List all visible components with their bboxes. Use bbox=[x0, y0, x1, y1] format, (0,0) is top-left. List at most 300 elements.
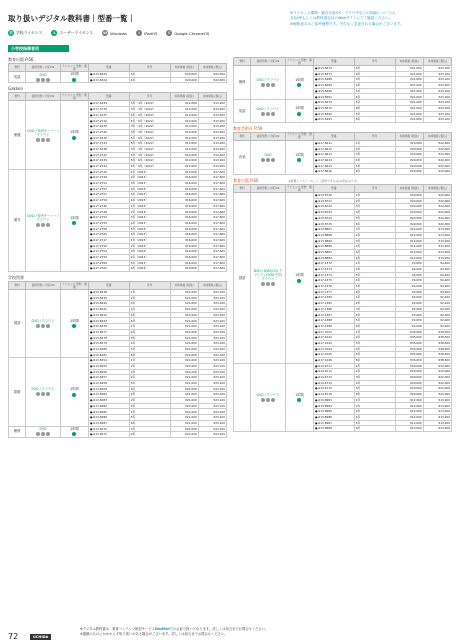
grade-cell: 6年 bbox=[129, 386, 170, 392]
grade-cell: 4年（2023） bbox=[129, 254, 170, 260]
price-in-cell: ¥22,000 bbox=[423, 221, 451, 227]
grade-cell: 2年 bbox=[129, 329, 170, 335]
price-in-cell: ¥22,000 bbox=[423, 375, 451, 381]
grade-cell: 3年・4年（2022） bbox=[129, 129, 170, 135]
price-ex-cell: ¥2,000 bbox=[395, 301, 423, 307]
price-in-cell: ¥17,600 bbox=[198, 192, 226, 198]
price-ex-cell: ¥12,000 bbox=[395, 255, 423, 261]
code-cell: ●-613-8471 bbox=[88, 432, 129, 438]
price-in-cell: ¥23,100 bbox=[423, 88, 451, 94]
license-cell bbox=[285, 100, 313, 123]
price-ex-cell: ¥12,000 bbox=[170, 112, 198, 118]
price-ex-cell: ¥2,000 bbox=[395, 306, 423, 312]
price-ex-cell: ¥2,000 bbox=[395, 295, 423, 301]
license-cell bbox=[60, 169, 88, 271]
table-header-row bbox=[9, 64, 227, 72]
code-cell: ●-617-2756 bbox=[88, 254, 129, 260]
price-in-cell: ¥23,100 bbox=[198, 358, 226, 364]
column-header: 型番 bbox=[88, 64, 129, 72]
price-ex-cell: ¥2,000 bbox=[395, 312, 423, 318]
code-cell: ●-617-2745 bbox=[88, 169, 129, 175]
code-cell: ●-613-8458 bbox=[88, 381, 129, 387]
code-cell: ●-617-6615 bbox=[313, 163, 354, 169]
code-cell: ●-613-8441 bbox=[88, 307, 129, 313]
code-cell: ●-617-6616 bbox=[313, 169, 354, 175]
os-badges bbox=[252, 158, 284, 162]
ipados-icon bbox=[266, 83, 270, 87]
price-in-cell: ¥13,200 bbox=[423, 409, 451, 415]
price-ex-cell: ¥21,000 bbox=[170, 329, 198, 335]
code-cell: ●-613-8480 bbox=[88, 346, 129, 352]
column-header: 教科 bbox=[234, 58, 251, 66]
column-header: 本体価格 (税抜) bbox=[170, 282, 198, 290]
grade-cell: 6年 bbox=[354, 255, 395, 261]
code-cell: ●-617-2747 bbox=[88, 237, 129, 243]
grade-cell: 5年 bbox=[354, 215, 395, 221]
code-cell: ●-614-6715 bbox=[313, 386, 354, 392]
code-cell: ●-617-1635 bbox=[88, 124, 129, 130]
price-ex-cell: ¥12,000 bbox=[170, 158, 198, 164]
windows-icon bbox=[261, 112, 265, 116]
price-in-cell: ¥38,500 bbox=[423, 357, 451, 363]
footer-note-text: ※デジタル教科書は、教育コンテンツ配信サービス bbox=[80, 627, 155, 631]
price-ex-cell: ¥12,000 bbox=[395, 420, 423, 426]
column-header: 提供形態 / 対応OS bbox=[26, 93, 61, 101]
grade-cell: 5年・6年（2022） bbox=[129, 163, 170, 169]
code-cell: ●-613-8459 bbox=[88, 386, 129, 392]
legend-label: 学校ライセンス bbox=[16, 30, 43, 35]
grade-cell: 1年 bbox=[354, 227, 395, 233]
price-ex-cell: ¥16,000 bbox=[170, 243, 198, 249]
code-cell: ●-617-2758 bbox=[88, 226, 129, 232]
price-ex-cell: ¥20,000 bbox=[170, 77, 198, 83]
price-ex-cell: ¥16,000 bbox=[170, 192, 198, 198]
price-ex-cell: ¥20,000 bbox=[395, 210, 423, 216]
price-in-cell: ¥23,100 bbox=[198, 346, 226, 352]
license-label: 1年間 bbox=[70, 215, 79, 220]
code-cell: ●-617-2743 bbox=[88, 141, 129, 147]
price-in-cell: ¥22,000 bbox=[198, 72, 226, 78]
code-cell: ●-613-8424 bbox=[88, 77, 129, 83]
price-in-cell: ¥17,600 bbox=[198, 232, 226, 238]
publisher-block bbox=[233, 57, 452, 123]
grade-cell: 6年 bbox=[354, 105, 395, 111]
subject-cell: 算数 bbox=[9, 358, 26, 426]
license-cell bbox=[285, 193, 313, 364]
code-cell: ●-613-8882 bbox=[313, 255, 354, 261]
grade-cell: 3年 bbox=[354, 152, 395, 158]
price-in-cell: ¥23,100 bbox=[198, 335, 226, 341]
price-in-cell: ¥22,000 bbox=[423, 392, 451, 398]
price-ex-cell: ¥21,000 bbox=[170, 420, 198, 426]
price-in-cell: ¥22,000 bbox=[423, 204, 451, 210]
price-ex-cell: ¥35,000 bbox=[395, 346, 423, 352]
price-in-cell: ¥22,000 bbox=[423, 380, 451, 386]
column-header: 提供形態 / 対応OS bbox=[26, 64, 61, 72]
grade-cell: 2年 bbox=[129, 295, 170, 301]
column-header: 本体価格 (税抜) bbox=[170, 64, 198, 72]
price-ex-cell: ¥21,000 bbox=[170, 415, 198, 421]
grade-cell: 5年 bbox=[354, 163, 395, 169]
chromeos-icon bbox=[271, 112, 275, 116]
school-license-icon bbox=[72, 221, 76, 225]
grade-cell: 3年 bbox=[129, 426, 170, 432]
grade-cell: 5年 bbox=[354, 88, 395, 94]
ipados-icon: i bbox=[136, 30, 142, 36]
grade-cell: 6年 bbox=[354, 94, 395, 100]
product-table bbox=[8, 92, 227, 272]
page-footer bbox=[0, 612, 462, 644]
grade-cell: 2年 bbox=[354, 146, 395, 152]
price-in-cell: ¥17,600 bbox=[198, 215, 226, 221]
price-in-cell: ¥23,100 bbox=[198, 375, 226, 381]
code-cell: ●-617-1639 bbox=[88, 158, 129, 164]
price-in-cell: ¥23,100 bbox=[198, 398, 226, 404]
price-ex-cell: ¥12,000 bbox=[170, 152, 198, 158]
media-cell bbox=[251, 193, 286, 364]
price-ex-cell: ¥12,000 bbox=[395, 414, 423, 420]
license-label: 1年間 bbox=[70, 72, 79, 77]
price-ex-cell: ¥12,000 bbox=[395, 232, 423, 238]
code-cell: ●-613-8472 bbox=[313, 66, 354, 72]
user-license-icon: ユ bbox=[52, 31, 56, 35]
grade-cell: 3年・4年（2022） bbox=[129, 107, 170, 113]
grade-cell: 6年 bbox=[129, 420, 170, 426]
price-in-cell: ¥23,100 bbox=[198, 324, 226, 330]
license-badges bbox=[62, 393, 87, 397]
grade-cell: 4年 bbox=[354, 380, 395, 386]
ipados-icon bbox=[41, 324, 45, 328]
code-cell: ●-613-8475 bbox=[313, 105, 354, 111]
license-badges bbox=[287, 83, 312, 87]
school-license-icon bbox=[297, 279, 301, 283]
grade-cell: 1年 bbox=[354, 363, 395, 369]
code-cell: ●-617-2749 bbox=[88, 175, 129, 181]
price-ex-cell: ¥20,000 bbox=[395, 140, 423, 146]
chromeos-icon bbox=[271, 83, 275, 87]
price-in-cell: ¥13,200 bbox=[423, 227, 451, 233]
price-ex-cell: ¥20,000 bbox=[170, 72, 198, 78]
price-in-cell: ¥13,200 bbox=[423, 232, 451, 238]
left-column bbox=[8, 57, 227, 441]
column-header: ライセンス 形態・期間 bbox=[61, 281, 87, 289]
legend-label: iPadOS bbox=[144, 30, 158, 36]
grade-cell: 2年 bbox=[129, 363, 170, 369]
os-badges bbox=[252, 282, 284, 286]
license-label: 1年間 bbox=[295, 152, 304, 157]
column-header: ライセンス 形態・期間 bbox=[286, 57, 312, 65]
price-ex-cell: ¥20,000 bbox=[395, 169, 423, 175]
price-ex-cell: ¥21,000 bbox=[170, 307, 198, 313]
price-in-cell: ¥23,100 bbox=[198, 363, 226, 369]
license-label: 1年間 bbox=[70, 318, 79, 323]
code-cell: ●-617-1372 bbox=[313, 261, 354, 267]
windows-icon bbox=[36, 138, 40, 142]
code-cell: ●-617-1634 bbox=[88, 101, 129, 107]
code-cell: ●-617-1389 bbox=[313, 323, 354, 329]
product-table bbox=[233, 132, 452, 175]
grade-cell: 4年 bbox=[354, 312, 395, 318]
license-badges bbox=[287, 398, 312, 402]
license-cell bbox=[285, 66, 313, 100]
price-in-cell: ¥4,400 bbox=[423, 266, 451, 272]
grade-cell: 5年・6年（2022） bbox=[129, 118, 170, 124]
os-badges bbox=[27, 223, 59, 227]
publisher-name: 教育出版 P.56 bbox=[8, 57, 34, 62]
column-header: ライセンス 形態・期間 bbox=[286, 184, 312, 192]
price-ex-cell: ¥12,000 bbox=[170, 107, 198, 113]
code-cell: ●-613-8489 bbox=[313, 83, 354, 89]
code-cell: ●-613-8984 bbox=[313, 403, 354, 409]
subject-cell: 国語 bbox=[9, 290, 26, 358]
column-header: 型番 bbox=[313, 132, 354, 140]
price-in-cell: ¥13,200 bbox=[198, 135, 226, 141]
price-in-cell: ¥17,600 bbox=[198, 175, 226, 181]
price-ex-cell: ¥21,000 bbox=[395, 77, 423, 83]
grade-cell: 5年 bbox=[354, 318, 395, 324]
license-cell bbox=[285, 140, 313, 174]
price-in-cell: ¥17,600 bbox=[198, 186, 226, 192]
price-in-cell: ¥23,100 bbox=[198, 290, 226, 296]
grade-cell: 1年（2023） bbox=[129, 169, 170, 175]
price-in-cell: ¥23,100 bbox=[198, 295, 226, 301]
media-cell bbox=[26, 169, 61, 271]
price-ex-cell: ¥16,000 bbox=[170, 232, 198, 238]
code-cell: ●-617-2755 bbox=[88, 220, 129, 226]
grade-cell: 6年 bbox=[129, 77, 170, 83]
price-ex-cell: ¥16,000 bbox=[170, 209, 198, 215]
price-in-cell: ¥22,000 bbox=[423, 215, 451, 221]
price-in-cell: ¥23,100 bbox=[198, 392, 226, 398]
price-in-cell: ¥23,100 bbox=[198, 386, 226, 392]
footer-notes bbox=[80, 627, 268, 637]
code-cell: ●-617-6614 bbox=[313, 157, 354, 163]
price-ex-cell: ¥16,000 bbox=[170, 215, 198, 221]
product-table bbox=[8, 281, 227, 438]
code-cell: ●-614-6711 bbox=[313, 363, 354, 369]
grade-cell: 2年 bbox=[354, 232, 395, 238]
price-ex-cell: ¥21,000 bbox=[170, 398, 198, 404]
page-number: 72 bbox=[8, 632, 19, 641]
code-cell: ●-617-2750 bbox=[88, 243, 129, 249]
price-in-cell: ¥4,400 bbox=[423, 278, 451, 284]
code-cell: ●-613-8985 bbox=[313, 409, 354, 415]
price-ex-cell: ¥12,000 bbox=[170, 135, 198, 141]
price-in-cell: ¥17,600 bbox=[198, 181, 226, 187]
grade-cell: 3年（2023） bbox=[129, 181, 170, 187]
grade-cell: 3年 bbox=[354, 77, 395, 83]
legend-label: Google ChromeOS bbox=[174, 30, 210, 36]
grade-cell: 5年（2023） bbox=[129, 192, 170, 198]
license-cell bbox=[60, 101, 88, 169]
legend-label: Windows bbox=[110, 30, 128, 36]
media-label: DVD bbox=[39, 427, 47, 432]
grade-cell: 1年 bbox=[354, 329, 395, 335]
license-label: 1年間 bbox=[295, 106, 304, 111]
price-ex-cell: ¥21,000 bbox=[170, 432, 198, 438]
footer-note: ※掲載のものにかかわらず取り扱いがある場合がございます。詳しくは担当までお問合せください。 bbox=[80, 632, 228, 636]
price-ex-cell: ¥21,000 bbox=[170, 392, 198, 398]
school-license-icon: 学 bbox=[9, 31, 13, 35]
table-header-row bbox=[234, 132, 452, 140]
grade-cell: 2年 bbox=[354, 403, 395, 409]
code-cell: ●-613-8725 bbox=[313, 221, 354, 227]
chromeos-icon bbox=[271, 282, 275, 286]
ipados-icon bbox=[266, 282, 270, 286]
price-ex-cell: ¥20,000 bbox=[395, 392, 423, 398]
windows-icon bbox=[261, 83, 265, 87]
license-label: 1年間 bbox=[295, 392, 304, 397]
price-in-cell: ¥38,500 bbox=[423, 335, 451, 341]
chromeos-icon bbox=[46, 78, 50, 82]
os-badges bbox=[252, 112, 284, 116]
code-cell: ●-617-6612 bbox=[313, 146, 354, 152]
ipados-icon bbox=[41, 78, 45, 82]
price-in-cell: ¥23,100 bbox=[198, 420, 226, 426]
code-cell: ●-617-2759 bbox=[88, 198, 129, 204]
publisher-name: Gakken bbox=[8, 86, 24, 92]
code-cell: ●-617-2748 bbox=[88, 209, 129, 215]
price-ex-cell: ¥21,000 bbox=[170, 358, 198, 364]
column-header: ライセンス 形態・期間 bbox=[61, 63, 87, 71]
media-cell bbox=[251, 100, 286, 123]
code-cell: ●-613-8492 bbox=[313, 111, 354, 117]
price-in-cell: ¥38,500 bbox=[423, 352, 451, 358]
school-license-icon bbox=[72, 78, 76, 82]
grade-cell: 3年 bbox=[354, 272, 395, 278]
code-cell: ●-613-8723 bbox=[313, 210, 354, 216]
os-badges bbox=[252, 398, 284, 402]
subject-cell: 理科 bbox=[234, 66, 251, 100]
code-cell: ●-617-1636 bbox=[88, 135, 129, 141]
publisher-block bbox=[8, 86, 227, 272]
grade-cell: 5年 bbox=[354, 100, 395, 106]
license-label: 1年間 bbox=[295, 77, 304, 82]
code-cell: ●-617-1041 bbox=[313, 329, 354, 335]
license-cell bbox=[60, 72, 88, 83]
code-cell: ●-617-1375 bbox=[313, 278, 354, 284]
legend-label: ユーザーライセンス bbox=[59, 30, 94, 35]
price-in-cell: ¥23,100 bbox=[198, 369, 226, 375]
license-label: 1年間 bbox=[70, 130, 79, 135]
grade-cell: 6年 bbox=[354, 289, 395, 295]
price-ex-cell: ¥20,000 bbox=[395, 193, 423, 199]
price-ex-cell: ¥12,000 bbox=[395, 244, 423, 250]
code-cell: ●-617-1388 bbox=[313, 318, 354, 324]
price-in-cell: ¥13,200 bbox=[198, 163, 226, 169]
price-ex-cell: ¥4,000 bbox=[395, 289, 423, 295]
subject-cell: 理科 bbox=[9, 426, 26, 437]
ipados-icon bbox=[41, 432, 45, 436]
school-license-icon bbox=[297, 83, 301, 87]
code-cell: ●-613-8722 bbox=[313, 204, 354, 210]
code-cell: ●-613-8481 bbox=[88, 352, 129, 358]
subject-cell: 音楽 bbox=[234, 140, 251, 174]
code-cell: ●-617-2741 bbox=[88, 152, 129, 158]
price-ex-cell: ¥35,000 bbox=[395, 352, 423, 358]
price-in-cell: ¥13,200 bbox=[198, 107, 226, 113]
ipados-icon bbox=[266, 158, 270, 162]
grade-cell: 4年 bbox=[129, 375, 170, 381]
price-ex-cell: ¥12,000 bbox=[395, 227, 423, 233]
chromeos-icon bbox=[46, 138, 50, 142]
price-ex-cell: ¥20,000 bbox=[395, 198, 423, 204]
grade-cell: 6年 bbox=[354, 169, 395, 175]
code-cell: ●-617-2761 bbox=[88, 232, 129, 238]
price-ex-cell: ¥12,000 bbox=[170, 146, 198, 152]
code-cell: ●-617-1373 bbox=[313, 266, 354, 272]
price-ex-cell: ¥12,000 bbox=[170, 124, 198, 130]
column-header: 本体価格 (税込) bbox=[198, 282, 226, 290]
price-ex-cell: ¥4,000 bbox=[395, 272, 423, 278]
price-in-cell: ¥23,100 bbox=[198, 341, 226, 347]
code-cell: ●-613-8457 bbox=[88, 375, 129, 381]
grade-cell: 3年 bbox=[129, 369, 170, 375]
school-license-icon bbox=[72, 324, 76, 328]
code-cell: ●-617-1638 bbox=[88, 146, 129, 152]
column-header: 提供形態 / 対応OS bbox=[251, 132, 286, 140]
price-in-cell: ¥13,200 bbox=[423, 403, 451, 409]
media-label: DVD / クラウド bbox=[31, 319, 55, 324]
price-in-cell: ¥13,200 bbox=[198, 118, 226, 124]
code-cell: ●-613-8483 bbox=[88, 398, 129, 404]
price-ex-cell: ¥21,000 bbox=[170, 290, 198, 296]
grade-cell: 1年 bbox=[129, 392, 170, 398]
grade-cell: 1年 bbox=[129, 358, 170, 364]
grade-cell: 3年 bbox=[354, 306, 395, 312]
grade-cell: 1年 bbox=[354, 295, 395, 301]
price-in-cell: ¥23,100 bbox=[198, 329, 226, 335]
grade-cell: 3年 bbox=[354, 204, 395, 210]
column-header: 学年 bbox=[354, 58, 395, 66]
code-cell: ●-613-8478 bbox=[88, 335, 129, 341]
price-in-cell: ¥38,500 bbox=[423, 346, 451, 352]
price-in-cell: ¥2,200 bbox=[423, 301, 451, 307]
code-cell: ●-613-8491 bbox=[313, 94, 354, 100]
grade-cell: 5年 bbox=[354, 66, 395, 72]
media-label: DVD / クラウド bbox=[31, 387, 55, 392]
code-cell: ●-617-1376 bbox=[313, 284, 354, 290]
price-ex-cell: ¥20,000 bbox=[395, 215, 423, 221]
column-header: 学年 bbox=[129, 282, 170, 290]
table-header-row bbox=[234, 185, 452, 193]
grade-cell: 6年（2023） bbox=[129, 198, 170, 204]
price-in-cell: ¥13,200 bbox=[198, 101, 226, 107]
code-cell: ●-613-8988 bbox=[313, 426, 354, 432]
right-column bbox=[233, 57, 452, 435]
price-in-cell: ¥22,000 bbox=[423, 363, 451, 369]
grade-cell: 5年・6年（2022） bbox=[129, 135, 170, 141]
price-ex-cell: ¥20,000 bbox=[395, 146, 423, 152]
code-cell: ●-614-6716 bbox=[313, 392, 354, 398]
price-in-cell: ¥38,500 bbox=[423, 329, 451, 335]
product-table bbox=[233, 184, 452, 432]
publisher-hint: ※新規インストールしてご使用できるのは1回のみです。 bbox=[288, 179, 360, 183]
price-ex-cell: ¥12,000 bbox=[170, 129, 198, 135]
code-cell: ●-613-8986 bbox=[313, 414, 354, 420]
grade-cell: 4年（2023） bbox=[129, 186, 170, 192]
price-ex-cell: ¥16,000 bbox=[170, 175, 198, 181]
grade-cell: 3年 bbox=[129, 301, 170, 307]
price-in-cell: ¥13,200 bbox=[198, 124, 226, 130]
price-ex-cell: ¥12,000 bbox=[395, 249, 423, 255]
license-badges bbox=[62, 136, 87, 140]
license-badges bbox=[287, 158, 312, 162]
price-ex-cell: ¥21,000 bbox=[170, 403, 198, 409]
column-header: 本体価格 (税込) bbox=[198, 93, 226, 101]
grade-cell: 3年（2023） bbox=[129, 249, 170, 255]
license-cell bbox=[60, 358, 88, 426]
